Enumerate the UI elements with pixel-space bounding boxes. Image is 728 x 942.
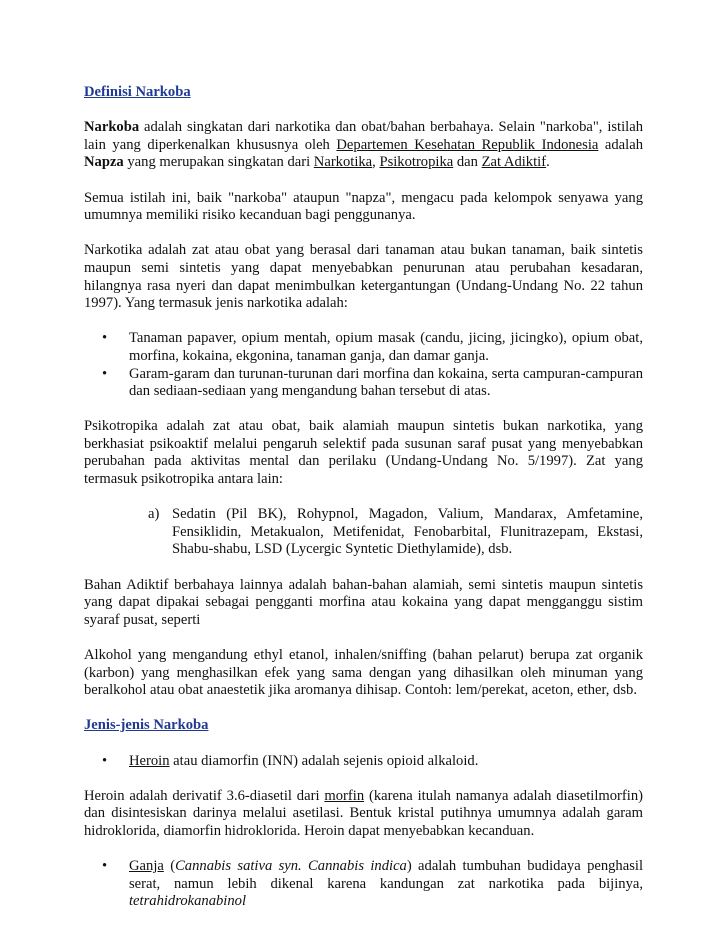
text-span: . bbox=[546, 154, 550, 171]
link-ganja[interactable]: Ganja bbox=[129, 858, 164, 875]
list-item-text: Garam-garam dan turunan-turunan dari morfina dan kokaina, serta campuran-campuran dan sediaan-sediaan yang mengandung bahan tersebut di atas. bbox=[129, 365, 643, 400]
list-item-text: Sedatin (Pil BK), Rohypnol, Magadon, Valium, Mandarax, Amfetamine, Fensiklidin, Metakualon, Metifenidat, Fenobarbital, Flunitrazepam, Ekstasi, Shabu-shabu, LSD (Lycergic Syntetic Diethylamide), dsb. bbox=[172, 506, 643, 558]
link-depkes[interactable]: Departemen Kesehatan Republik Indonesia bbox=[336, 136, 599, 153]
link-zat-adiktif[interactable]: Zat Adiktif bbox=[481, 154, 547, 171]
text-span: adalah bbox=[598, 136, 643, 153]
bullet-icon: • bbox=[102, 858, 108, 875]
paragraph-psikotropika: Psikotropika adalah zat atau obat, baik alamiah maupun sintetis bukan narkotika, yang berkhasiat psikoaktif melalui pengaruh selektif pada susunan saraf pusat yang menyebabkan perubahan pada aktivitas mental dan perilaku (Undang-Undang No. 5/1997). Zat yang termasuk psikotropika antara lain: bbox=[84, 418, 643, 488]
list-item bbox=[84, 506, 643, 559]
list-item bbox=[84, 366, 643, 401]
text-span: Heroin adalah derivatif 3.6-diasetil dari bbox=[84, 787, 325, 804]
text-span: , bbox=[372, 154, 380, 171]
compound-name: tetrahidrokanabinol bbox=[129, 893, 247, 910]
text-span: adalah singkatan dari narkotika dan obat/bahan berbahaya. Selain "narkoba", istilah lain yang diperkenalkan khususnya oleh bbox=[84, 119, 643, 153]
term-narkoba: Narkoba bbox=[84, 119, 140, 136]
link-narkotika[interactable]: Narkotika bbox=[313, 154, 373, 171]
bullet-icon: • bbox=[102, 330, 108, 347]
bullet-icon: • bbox=[102, 365, 108, 382]
text-span: (karena itulah namanya adalah diasetilmorfin) dan disintesiskan darinya melalui asetilasi. Bentuk kristal putihnya umumnya adalah garam hidroklorida, diamorfin hidroklorida. Heroin dapat menyebabkan kecanduan. bbox=[84, 787, 643, 839]
list-item-text: Tanaman papaver, opium mentah, opium masak (candu, jicing, jicingko), opium obat, morfina, kokaina, ekgonina, tanaman ganja, dan damar ganja. bbox=[129, 330, 643, 364]
paragraph-alkohol: Alkohol yang mengandung ethyl etanol, inhalen/sniffing (bahan pelarut) berupa zat organik (karbon) yang menghasilkan efek yang sama dengan yang dihasilkan oleh minuman yang beralkohol atau obat anaestetik jika aromanya dihisap. Contoh: lem/perekat, aceton, ether, dsb. bbox=[84, 647, 643, 699]
narkotika-list bbox=[84, 330, 643, 400]
list-item bbox=[84, 753, 643, 771]
paragraph-narkotika: Narkotika adalah zat atau obat yang berasal dari tanaman atau bukan tanaman, baik sintetis maupun semi sintetis yang dapat menyebabkan penurunan atau perubahan kesadaran, hilangnya rasa nyeri dan dapat menimbulkan ketergantungan (Undang-Undang No. 22 tahun 1997). Yang termasuk jenis narkotika adalah: bbox=[84, 242, 643, 312]
text-span: ) adalah tumbuhan budidaya penghasil serat, namun lebih dikenal karena kandungan zat narkotika pada bijinya, bbox=[129, 858, 643, 892]
text-span: yang merupakan singkatan dari bbox=[123, 154, 314, 171]
text-span: dan bbox=[453, 154, 482, 171]
list-item bbox=[84, 330, 643, 365]
paragraph-bahan-adiktif: Bahan Adiktif berbahaya lainnya adalah bahan-bahan alamiah, semi sintetis maupun sintetis yang dapat dipakai sebagai pengganti morfina atau kokaina yang dapat mengganggu sistim syaraf pusat, seperti bbox=[84, 576, 643, 628]
paragraph-istilah: Semua istilah ini, baik "narkoba" ataupun "napza", mengacu pada kelompok senyawa yang umumnya memiliki risiko kecanduan bagi penggunanya. bbox=[84, 189, 643, 224]
list-marker: a) bbox=[148, 506, 160, 523]
link-morfin[interactable]: morfin bbox=[324, 787, 365, 804]
psikotropika-list bbox=[84, 506, 643, 559]
heading-jenis-narkoba: Jenis-jenis Narkoba bbox=[84, 717, 209, 734]
latin-name: Cannabis sativa syn. Cannabis indica bbox=[175, 858, 407, 875]
bullet-icon: • bbox=[102, 752, 108, 769]
text-span: ( bbox=[163, 858, 176, 875]
link-psikotropika[interactable]: Psikotropika bbox=[379, 154, 454, 171]
heading-definisi-narkoba: Definisi Narkoba bbox=[84, 84, 191, 100]
ganja-list bbox=[84, 858, 643, 911]
link-heroin[interactable]: Heroin bbox=[129, 752, 170, 769]
term-napza: Napza bbox=[84, 154, 124, 171]
heroin-list bbox=[84, 753, 643, 771]
text-span: atau diamorfin (INN) adalah sejenis opioid alkaloid. bbox=[169, 752, 479, 769]
paragraph-narkoba-definition bbox=[84, 119, 643, 172]
list-item bbox=[84, 858, 643, 911]
paragraph-heroin bbox=[84, 788, 643, 841]
